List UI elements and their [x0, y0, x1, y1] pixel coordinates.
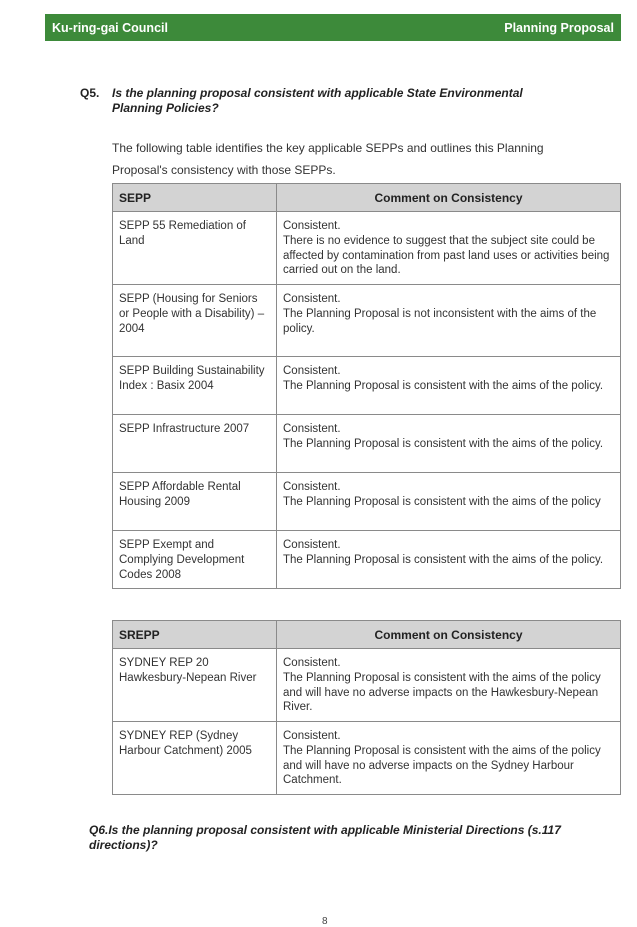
- table-row: [113, 285, 621, 357]
- page-number: 8: [322, 916, 328, 927]
- consistency-comment: [277, 649, 621, 722]
- comment-text: The Planning Proposal is consistent with the aims of the policy.: [283, 379, 604, 392]
- consistency-status: Consistent.: [283, 481, 341, 493]
- table-row: [113, 722, 621, 795]
- column-header-comment: Comment on Consistency: [277, 621, 621, 649]
- table-row: [113, 649, 621, 722]
- sepp-name: SEPP 55 Remediation of Land: [113, 212, 277, 285]
- consistency-status: Consistent.: [283, 365, 341, 377]
- consistency-status: Consistent.: [283, 657, 341, 669]
- srepp-name: SYDNEY REP (Sydney Harbour Catchment) 2005: [113, 722, 277, 795]
- consistency-comment: [277, 473, 621, 531]
- page-header: [45, 14, 621, 41]
- srepp-name: SYDNEY REP 20 Hawkesbury-Nepean River: [113, 649, 277, 722]
- consistency-status: Consistent.: [283, 730, 341, 742]
- consistency-status: Consistent.: [283, 539, 341, 551]
- table-header-row: [113, 621, 621, 649]
- consistency-comment: [277, 285, 621, 357]
- comment-text: The Planning Proposal is not inconsistent with the aims of the policy.: [283, 307, 597, 335]
- srepp-table: [112, 620, 621, 795]
- question-5-number: Q5.: [80, 86, 100, 100]
- table-row: [113, 357, 621, 415]
- sepp-name: SEPP Infrastructure 2007: [113, 415, 277, 473]
- column-header-comment: Comment on Consistency: [277, 184, 621, 212]
- comment-text: The Planning Proposal is consistent with the aims of the policy.: [283, 553, 604, 566]
- comment-text: The Planning Proposal is consistent with the aims of the policy and will have no adverse impacts on the Hawkesbury-Nepean River.: [283, 671, 601, 714]
- comment-text: The Planning Proposal is consistent with the aims of the policy.: [283, 437, 604, 450]
- consistency-status: Consistent.: [283, 423, 341, 435]
- sepp-table: [112, 183, 621, 589]
- consistency-status: Consistent.: [283, 293, 341, 305]
- table-row: [113, 415, 621, 473]
- sepp-name: SEPP Building Sustainability Index : Basix 2004: [113, 357, 277, 415]
- consistency-comment: [277, 357, 621, 415]
- question-6: Q6.Is the planning proposal consistent with applicable Ministerial Directions (s.117 directions)?: [89, 823, 561, 852]
- comment-text: The Planning Proposal is consistent with the aims of the policy and will have no adverse impacts on the Sydney Harbour Catchment.: [283, 744, 601, 787]
- consistency-comment: [277, 722, 621, 795]
- column-header-sepp: SEPP: [113, 184, 277, 212]
- sepp-name: SEPP (Housing for Seniors or People with a Disability) – 2004: [113, 285, 277, 357]
- sepp-name: SEPP Exempt and Complying Development Codes 2008: [113, 531, 277, 589]
- table-row: [113, 212, 621, 285]
- comment-text: There is no evidence to suggest that the subject site could be affected by contamination from past land uses or activities being carried out on the land.: [283, 234, 610, 277]
- document-title: Planning Proposal: [504, 20, 614, 35]
- consistency-comment: [277, 415, 621, 473]
- sepp-name: SEPP Affordable Rental Housing 2009: [113, 473, 277, 531]
- consistency-comment: [277, 212, 621, 285]
- council-name: Ku-ring-gai Council: [52, 20, 168, 35]
- question-5-text: Is the planning proposal consistent with applicable State Environmental Planning Policies?: [112, 86, 523, 115]
- comment-text: The Planning Proposal is consistent with the aims of the policy: [283, 495, 601, 508]
- column-header-srepp: SREPP: [113, 621, 277, 649]
- table-header-row: [113, 184, 621, 212]
- intro-paragraph: The following table identifies the key applicable SEPPs and outlines this Planning Proposal's consistency with those SEPPs.: [112, 141, 544, 177]
- table-row: [113, 531, 621, 589]
- consistency-comment: [277, 531, 621, 589]
- table-row: [113, 473, 621, 531]
- consistency-status: Consistent.: [283, 220, 341, 232]
